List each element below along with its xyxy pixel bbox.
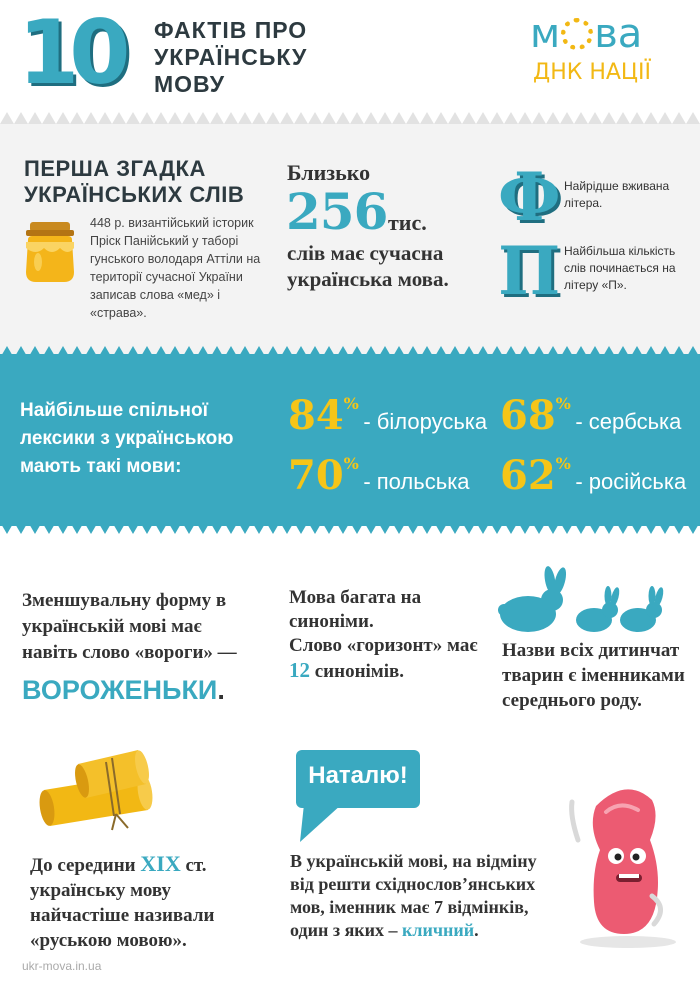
vocab-unit: %	[555, 394, 571, 413]
words-text: слів має сучасна українська мова.	[287, 241, 449, 291]
russian-before: До середини	[30, 855, 136, 876]
vocab-lang: - польська	[363, 469, 470, 494]
header-number: 10	[18, 1, 121, 104]
band-top-zigzag	[0, 346, 700, 360]
synonyms-line2	[289, 634, 489, 684]
logo-subtitle: ДНК НАЦІЇ	[533, 60, 651, 85]
vocative-text	[290, 850, 562, 942]
letter-p-text: Найбільша кількість слів починається на літеру «П».	[564, 244, 676, 292]
logo	[530, 12, 642, 56]
source-footer: ukr-mova.in.ua	[22, 959, 102, 973]
header-title: ФАКТІВ ПРО УКРАЇНСЬКУ МОВУ	[154, 17, 308, 97]
russian-century: XIX	[140, 851, 181, 876]
vocab-item-serbian	[500, 381, 681, 439]
vocab-item-polish	[288, 441, 470, 499]
vocab-unit: %	[343, 394, 359, 413]
letter-f-text: Найрідше вживана літера.	[564, 179, 670, 210]
flower-ring-icon	[561, 18, 593, 50]
first-mention-title: ПЕРША ЗГАДКА УКРАЇНСЬКИХ СЛІВ	[24, 156, 245, 207]
words-prefix: Близько	[287, 160, 371, 185]
honey-jar-icon	[22, 222, 78, 284]
diminutive-word-line	[22, 675, 225, 706]
vocab-value: 62	[500, 452, 556, 499]
synonyms-before: Слово «горизонт» має	[289, 635, 478, 656]
logo-word-start: м	[530, 11, 561, 57]
animals-text: Назви всіх дитинчат тварин є іменниками середнього роду.	[502, 640, 685, 711]
band-bottom-zigzag	[0, 522, 700, 536]
speech-bubble-tail	[298, 804, 348, 844]
vocative-end: .	[474, 920, 479, 940]
synonyms-number: 12	[289, 658, 310, 682]
vocative-highlight: кличний	[402, 920, 475, 940]
first-mention-text: 448 р. византійський історик Пріск Панійський у таборі гунського володаря Аттіли на території сучасної України записав слова «мед» і «страва».	[90, 216, 261, 320]
vocative-body: В українській мові, на відміну від решти східнослов’янських мов, іменник має 7 відмінків, один з яких –	[290, 851, 537, 940]
vocab-lang: - російська	[575, 469, 687, 494]
vocab-value: 70	[288, 452, 344, 499]
words-number: 256	[286, 182, 388, 241]
vocab-unit: %	[555, 454, 571, 473]
tongue-mascot-icon	[566, 776, 678, 952]
vocab-item-belarusian	[288, 381, 487, 439]
speech-bubble-text: Наталю!	[308, 762, 408, 789]
words-unit: тис.	[388, 210, 427, 235]
logo-word-end: ва	[594, 11, 643, 57]
russian-name-text	[30, 851, 260, 953]
vocab-unit: %	[343, 454, 359, 473]
letter-f: Ф	[498, 158, 561, 236]
vocab-lang: - білоруська	[363, 409, 488, 434]
shared-vocab-title: Найбільше спільної лексики з українською мають такі мови:	[20, 400, 234, 477]
vocab-item-russian	[500, 441, 686, 499]
russian-after: ст. українську мову найчастіше називали «руською мовою».	[30, 855, 215, 951]
vocab-value: 84	[288, 392, 344, 439]
diminutive-word: ВОРОЖЕНЬКИ	[22, 675, 218, 705]
diminutive-end: .	[217, 675, 225, 705]
vocab-value: 68	[500, 392, 556, 439]
letter-p: П	[498, 232, 561, 310]
scrolls-icon	[36, 744, 166, 832]
rabbits-icon	[498, 566, 668, 634]
diminutive-text: Зменшувальну форму в українській мові має навіть слово «вороги» —	[22, 590, 237, 663]
vocab-lang: - сербська	[575, 409, 682, 434]
synonyms-after: синонімів.	[314, 661, 405, 682]
synonyms-line1: Мова багата на синоніми.	[289, 587, 422, 632]
